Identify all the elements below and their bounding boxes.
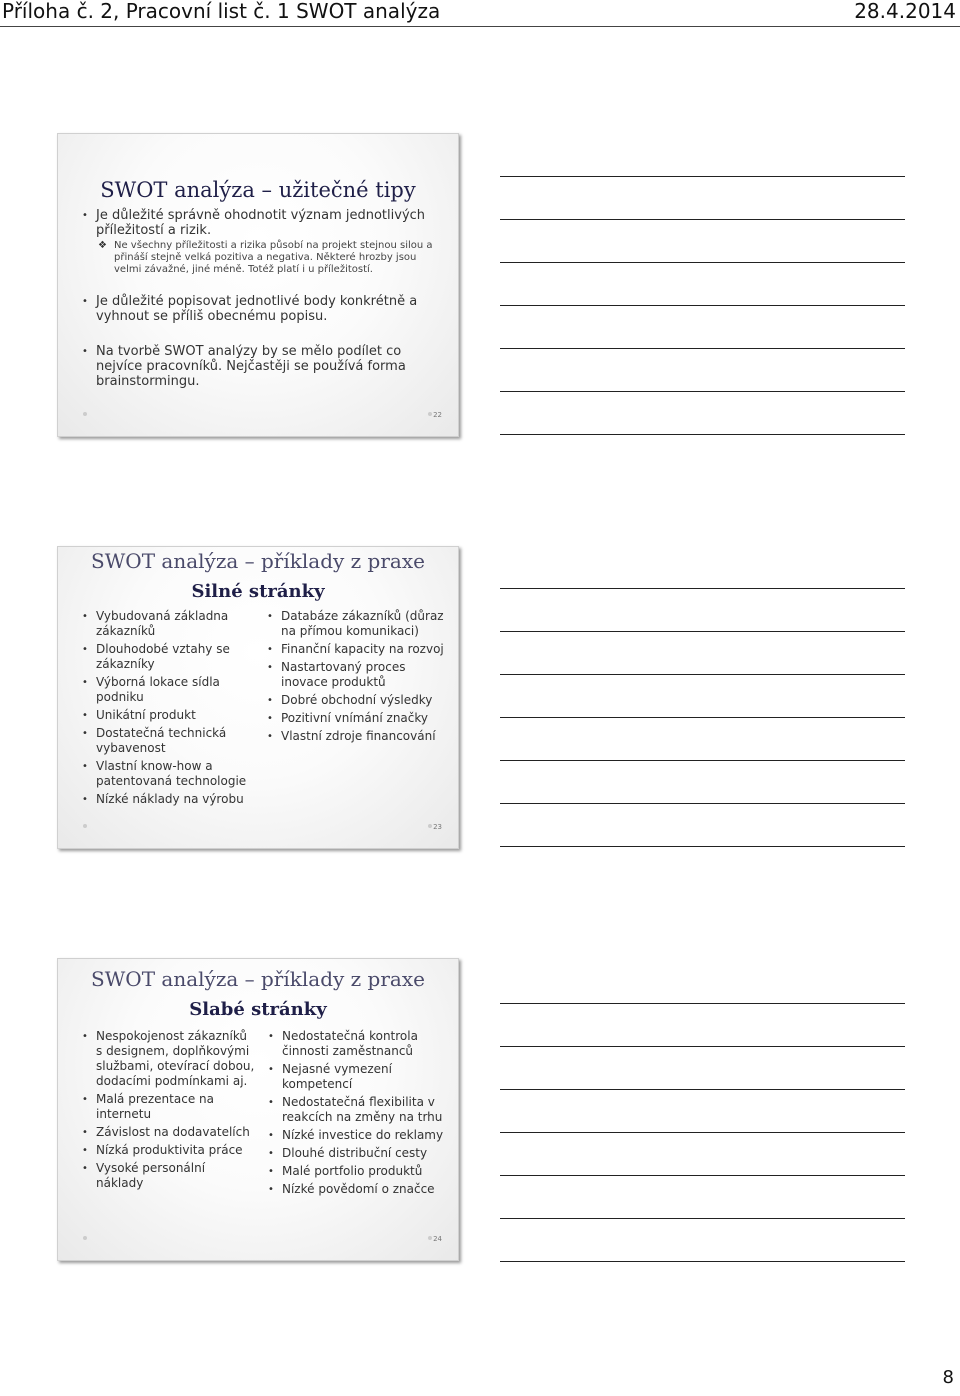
list-item: • Dlouhé distribuční cesty xyxy=(266,1146,446,1161)
list-item: • Nízká produktivita práce xyxy=(80,1143,255,1158)
note-line xyxy=(500,631,905,632)
header-title: Příloha č. 2, Pracovní list č. 1 SWOT analýza xyxy=(2,0,441,23)
page-header xyxy=(0,0,960,27)
note-line xyxy=(500,588,905,589)
footer-dot xyxy=(428,824,432,828)
slide-22 xyxy=(57,133,459,437)
list-item: • Nespokojenost zákazníků s designem, doplňkovými službami, otevírací dobou, dodacími podmínkami aj. xyxy=(80,1029,255,1089)
note-line xyxy=(500,1089,905,1090)
note-line xyxy=(500,760,905,761)
bullet-item: • Na tvorbě SWOT analýzy by se mělo podílet co nejvíce pracovníků. Nejčastěji se používá forma brainstormingu. xyxy=(80,344,440,389)
note-line xyxy=(500,717,905,718)
list-item: • Malá prezentace na internetu xyxy=(80,1092,255,1122)
left-list xyxy=(80,609,255,810)
slide-24 xyxy=(57,958,459,1261)
list-item: • Malé portfolio produktů xyxy=(266,1164,446,1179)
list-item: • Nedostatečná flexibilita v reakcích na změny na trhu xyxy=(266,1095,446,1125)
note-line xyxy=(500,803,905,804)
list-item: • Nízké náklady na výrobu xyxy=(80,792,255,807)
note-line xyxy=(500,846,905,847)
right-list xyxy=(265,609,445,747)
list-item: • Vybudovaná základna zákazníků xyxy=(80,609,255,639)
bullet-item: • Je důležité popisovat jednotlivé body konkrétně a vyhnout se příliš obecnému popisu. xyxy=(80,294,440,324)
slide-number: 23 xyxy=(433,823,442,831)
note-line xyxy=(500,391,905,392)
list-item: • Závislost na dodavatelích xyxy=(80,1125,255,1140)
sub-bullet-text: Ne všechny příležitosti a rizika působí na projekt stejnou silou a přináší stejně velká pozitiva a negativa. Některé hrozby jsou velmi závažné, jiné méně. Totéž platí i u příležitostí. xyxy=(114,240,433,275)
slide-number: 24 xyxy=(433,1235,442,1243)
slide-23 xyxy=(57,546,459,849)
note-line xyxy=(500,1218,905,1219)
list-item: • Databáze zákazníků (důraz na přímou komunikaci) xyxy=(265,609,445,639)
list-item: • Finanční kapacity na rozvoj xyxy=(265,642,445,657)
slide-subtitle: Slabé stránky xyxy=(189,999,327,1020)
note-line xyxy=(500,305,905,306)
footer-dot xyxy=(83,824,87,828)
list-item: • Nízké povědomí o značce xyxy=(266,1182,446,1197)
note-lines-3 xyxy=(500,1003,905,1304)
list-item: • Dobré obchodní výsledky xyxy=(265,693,445,708)
note-line xyxy=(500,262,905,263)
slide-subtitle: Silné stránky xyxy=(191,581,325,602)
note-line xyxy=(500,674,905,675)
note-line xyxy=(500,176,905,177)
footer-dot xyxy=(428,1236,432,1240)
note-line xyxy=(500,219,905,220)
list-item: • Nejasné vymezení kompetencí xyxy=(266,1062,446,1092)
note-line xyxy=(500,1175,905,1176)
header-date: 28.4.2014 xyxy=(854,0,956,23)
list-item: • Dlouhodobé vztahy se zákazníky xyxy=(80,642,255,672)
slide-title: SWOT analýza – příklady z praxe xyxy=(91,967,425,991)
list-item: • Nastartovaný proces inovace produktů xyxy=(265,660,445,690)
note-line xyxy=(500,348,905,349)
list-item: • Vlastní zdroje financování xyxy=(265,729,445,744)
page-number: 8 xyxy=(942,1367,954,1388)
list-item: • Pozitivní vnímání značky xyxy=(265,711,445,726)
list-item: • Nedostatečná kontrola činnosti zaměstnanců xyxy=(266,1029,446,1059)
note-line xyxy=(500,1046,905,1047)
list-item: • Dostatečná technická vybavenost xyxy=(80,726,255,756)
note-line xyxy=(500,1261,905,1262)
diamond-bullet-icon: ❖ xyxy=(98,240,107,251)
list-item: • Vlastní know-how a patentovaná technologie xyxy=(80,759,255,789)
note-line xyxy=(500,434,905,435)
slide-number: 22 xyxy=(433,411,442,419)
footer-dot xyxy=(83,412,87,416)
slide-title: SWOT analýza – příklady z praxe xyxy=(91,549,425,573)
note-line xyxy=(500,1003,905,1004)
slide-title: SWOT analýza – užitečné tipy xyxy=(100,178,416,202)
bullet-item: • Je důležité správně ohodnotit význam jednotlivých příležitostí a rizik. xyxy=(80,208,440,238)
note-lines-1 xyxy=(500,176,905,477)
list-item: • Unikátní produkt xyxy=(80,708,255,723)
list-item: • Výborná lokace sídla podniku xyxy=(80,675,255,705)
sub-bullet-item xyxy=(96,240,441,276)
right-list xyxy=(266,1029,446,1200)
list-item: • Vysoké personální náklady xyxy=(80,1161,255,1191)
note-lines-2 xyxy=(500,588,905,889)
left-list xyxy=(80,1029,255,1194)
note-line xyxy=(500,1132,905,1133)
footer-dot xyxy=(83,1236,87,1240)
footer-dot xyxy=(428,412,432,416)
list-item: • Nízké investice do reklamy xyxy=(266,1128,446,1143)
